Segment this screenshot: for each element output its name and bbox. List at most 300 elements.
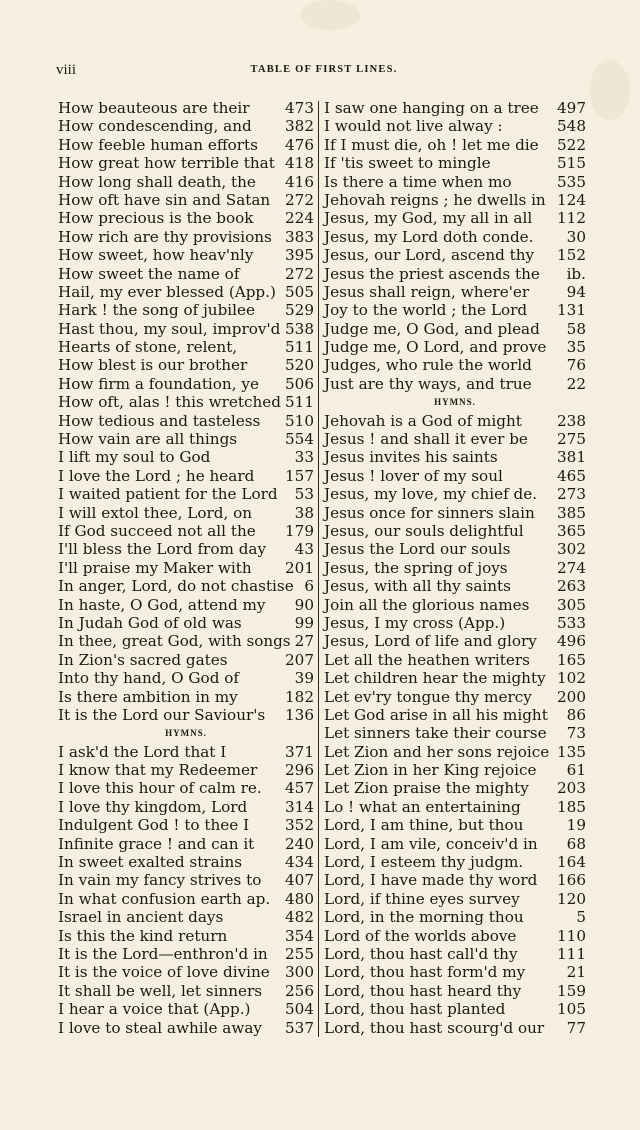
hymn-number: 354 (285, 926, 314, 945)
index-entry (58, 1000, 314, 1018)
index-entry (58, 393, 314, 411)
index-entry (58, 522, 314, 540)
first-line-text: Judge me, O Lord, and prove (324, 338, 547, 357)
hymn-number: 179 (285, 521, 314, 540)
hymn-number: 497 (557, 99, 586, 117)
first-line-text: It is the Lord our Saviour's (58, 705, 266, 724)
hymn-number: 38 (294, 503, 314, 522)
hymn-number: 131 (557, 301, 586, 320)
hymn-number: 207 (285, 650, 314, 669)
hymn-number: 371 (285, 742, 314, 761)
hymn-number: 43 (294, 540, 314, 559)
index-entry (324, 320, 586, 338)
index-entry (324, 853, 586, 871)
first-line-text: I would not live alway : (324, 117, 503, 136)
hymn-number: 124 (557, 190, 586, 209)
hymn-number: 111 (557, 944, 586, 963)
index-entry (324, 356, 586, 374)
hymn-number: 166 (557, 871, 586, 890)
first-line-text: Jesus, with all thy saints (324, 577, 511, 596)
index-entry (58, 338, 314, 356)
hymn-number: 457 (285, 779, 314, 798)
index-entry (324, 485, 586, 503)
index-entry (58, 375, 314, 393)
first-line-text: Lord, I esteem thy judgm. (324, 853, 524, 872)
hymn-number: 300 (285, 963, 314, 982)
first-line-text: In Zion's sacred gates (58, 650, 228, 669)
index-entry (324, 154, 586, 172)
index-entry (324, 209, 586, 227)
hymn-number: 538 (285, 319, 314, 338)
hymn-number: 510 (285, 411, 314, 430)
hymn-number: 496 (557, 632, 586, 651)
hymn-number: 272 (285, 264, 314, 283)
first-line-text: Let Zion praise the mighty (324, 779, 529, 798)
index-entry (324, 871, 586, 889)
index-entry (58, 136, 314, 154)
index-entry (324, 596, 586, 614)
hymn-number: 73 (566, 724, 586, 743)
first-line-text: Lord, I am vile, conceiv'd in (324, 834, 538, 853)
index-entry (58, 853, 314, 871)
first-line-text: In haste, O God, attend my (58, 595, 266, 614)
first-line-text: How oft, alas ! this wretched (58, 393, 281, 412)
first-line-text: I waited patient for the Lord (58, 485, 278, 504)
index-entry (324, 504, 586, 522)
index-entry (324, 982, 586, 1000)
hymn-number: 30 (566, 227, 586, 246)
first-line-text: Let ev'ry tongue thy mercy (324, 687, 532, 706)
hymn-number: 505 (285, 282, 314, 301)
first-line-text: I love this hour of calm re. (58, 779, 262, 798)
hymn-number: 157 (285, 466, 314, 485)
first-line-text: In Judah God of old was (58, 613, 242, 632)
index-entry (324, 706, 586, 724)
hymn-number: 256 (285, 981, 314, 1000)
first-line-text: Jesus shall reign, where'er (324, 282, 530, 301)
hymn-number: 275 (557, 430, 586, 449)
hymn-number: 511 (285, 393, 314, 412)
index-entry (324, 430, 586, 448)
hymn-number: 68 (566, 834, 586, 853)
hymn-number: 263 (557, 577, 586, 596)
first-line-text: Jesus, our souls delightful (324, 521, 524, 540)
index-entry (58, 246, 314, 264)
index-entry (324, 136, 586, 154)
first-line-text: Let Zion and her sons rejoice (324, 742, 550, 761)
index-entry (58, 927, 314, 945)
hymn-number: ib. (566, 264, 586, 283)
first-line-text: Is there ambition in my (58, 687, 238, 706)
first-line-text: Is this the kind return (58, 926, 228, 945)
first-line-text: How vain are all things (58, 430, 238, 449)
section-heading: HYMNS. (434, 397, 476, 408)
index-entry (324, 467, 586, 485)
hymn-number: 473 (285, 99, 314, 117)
first-line-text: Indulgent God ! to thee I (58, 816, 250, 835)
index-entry (324, 577, 586, 595)
hymn-number: 86 (566, 705, 586, 724)
hymn-number: 76 (566, 356, 586, 375)
index-entry (58, 154, 314, 172)
index-entry (324, 448, 586, 466)
hymn-number: 120 (557, 889, 586, 908)
hymn-number: 99 (294, 613, 314, 632)
index-entry (58, 356, 314, 374)
hymn-number: 5 (576, 908, 586, 927)
index-entry (58, 283, 314, 301)
index-entry (58, 228, 314, 246)
index-entry (58, 706, 314, 724)
hymn-number: 224 (285, 209, 314, 228)
hymn-number: 185 (557, 797, 586, 816)
hymn-number: 77 (566, 1018, 586, 1037)
first-line-text: How tedious and tasteless (58, 411, 261, 430)
column-divider (318, 101, 319, 1037)
first-line-text: Lord, if thine eyes survey (324, 889, 520, 908)
index-entry (324, 614, 586, 632)
hymn-number: 102 (557, 669, 586, 688)
first-line-text: Israel in ancient days (58, 908, 224, 927)
first-line-text: In thee, great God, with songs (58, 632, 291, 651)
index-entry (324, 669, 586, 687)
first-line-text: Judge me, O God, and plead (324, 319, 540, 338)
hymn-number: 110 (557, 926, 586, 945)
first-line-text: It is the voice of love divine (58, 963, 270, 982)
index-entry (58, 540, 314, 558)
hymn-number: 365 (557, 521, 586, 540)
hymn-number: 33 (294, 448, 314, 467)
hymn-number: 465 (557, 466, 586, 485)
index-entry (58, 871, 314, 889)
index-entry (324, 890, 586, 908)
hymn-number: 164 (557, 853, 586, 872)
hymn-number: 238 (557, 411, 586, 430)
hymn-number: 383 (285, 227, 314, 246)
first-line-text: Jesus, I my cross (App.) (324, 613, 506, 632)
first-line-text: In what confusion earth ap. (58, 889, 271, 908)
first-line-text: Lord, thou hast heard thy (324, 981, 522, 1000)
hymn-number: 416 (285, 172, 314, 191)
hymn-number: 165 (557, 650, 586, 669)
hymn-number: 53 (294, 485, 314, 504)
hymn-number: 511 (285, 338, 314, 357)
hymn-number: 305 (557, 595, 586, 614)
hymn-number: 314 (285, 797, 314, 816)
index-entry (324, 798, 586, 816)
running-title: TABLE OF FIRST LINES. (250, 64, 398, 75)
index-entry (324, 1019, 586, 1037)
first-line-text: Hast thou, my soul, improv'd (58, 319, 281, 338)
hymn-number: 39 (294, 669, 314, 688)
index-entry (58, 430, 314, 448)
first-line-text: I saw one hanging on a tree (324, 99, 539, 117)
first-line-text: Jesus ! lover of my soul (324, 466, 503, 485)
hymn-number: 381 (557, 448, 586, 467)
index-entry (58, 963, 314, 981)
index-entry (324, 412, 586, 430)
index-entry (58, 890, 314, 908)
index-entry (324, 283, 586, 301)
index-entry (58, 945, 314, 963)
hymn-number: 272 (285, 190, 314, 209)
hymn-number: 274 (557, 558, 586, 577)
index-entry (324, 191, 586, 209)
hymn-number: 61 (566, 761, 586, 780)
first-line-text: Jesus, our Lord, ascend thy (324, 246, 535, 265)
index-entry (324, 963, 586, 981)
first-line-text: How long shall death, the (58, 172, 256, 191)
index-entry (324, 779, 586, 797)
left-column (58, 99, 314, 1037)
paper-stain (590, 60, 630, 120)
hymn-number: 182 (285, 687, 314, 706)
first-line-text: Lord, I am thine, but thou (324, 816, 524, 835)
first-line-text: It shall be well, let sinners (58, 981, 263, 1000)
first-line-text: Join all the glorious names (324, 595, 530, 614)
index-entry (324, 761, 586, 779)
first-line-text: How precious is the book (58, 209, 254, 228)
first-line-text: Lo ! what an entertaining (324, 797, 521, 816)
first-line-text: I love thy kingdom, Lord (58, 797, 248, 816)
hymn-number: 418 (285, 154, 314, 173)
right-column (324, 99, 586, 1037)
hymn-number: 19 (566, 816, 586, 835)
first-line-text: Jesus invites his saints (324, 448, 498, 467)
index-entry (58, 632, 314, 650)
hymn-number: 352 (285, 816, 314, 835)
hymn-number: 504 (285, 1000, 314, 1019)
first-line-text: Jehovah is a God of might (324, 411, 522, 430)
hymn-number: 21 (566, 963, 586, 982)
first-line-text: How firm a foundation, ye (58, 374, 259, 393)
first-line-text: Jesus, my love, my chief de. (324, 485, 538, 504)
first-line-text: Let sinners take their course (324, 724, 547, 743)
first-line-text: I know that my Redeemer (58, 761, 258, 780)
index-entry (58, 485, 314, 503)
first-line-text: I hear a voice that (App.) (58, 1000, 251, 1019)
hymn-number: 58 (566, 319, 586, 338)
section-heading: HYMNS. (165, 728, 207, 739)
hymn-number: 476 (285, 135, 314, 154)
page-number: viii (56, 62, 77, 78)
hymn-number: 535 (557, 172, 586, 191)
index-entry (58, 173, 314, 191)
index-entry (324, 651, 586, 669)
first-line-text: I'll bless the Lord from day (58, 540, 267, 559)
index-entry (324, 927, 586, 945)
first-line-text: Lord of the worlds above (324, 926, 517, 945)
index-entry (324, 540, 586, 558)
first-line-text: In sweet exalted strains (58, 853, 243, 872)
first-line-text: Jesus ! and shall it ever be (324, 430, 528, 449)
index-entry (58, 614, 314, 632)
index-entry (324, 816, 586, 834)
index-entry (58, 301, 314, 319)
first-line-text: Jesus, my God, my all in all (324, 209, 533, 228)
index-entry (58, 651, 314, 669)
paper-stain (300, 0, 360, 30)
page-header (56, 62, 592, 82)
index-entry (58, 908, 314, 926)
first-line-text: In vain my fancy strives to (58, 871, 262, 890)
first-line-text: Lord, I have made thy word (324, 871, 538, 890)
first-line-text: Lord, thou hast scourg'd our (324, 1018, 545, 1037)
index-entry (58, 596, 314, 614)
index-entry (324, 1000, 586, 1018)
index-entry (324, 522, 586, 540)
first-line-text: Jesus the priest ascends the (324, 264, 540, 283)
hymn-number: 6 (304, 577, 314, 596)
first-line-text: I will extol thee, Lord, on (58, 503, 253, 522)
hymn-number: 434 (285, 853, 314, 872)
hymn-number: 520 (285, 356, 314, 375)
index-entry (58, 816, 314, 834)
hymn-number: 506 (285, 374, 314, 393)
hymn-number: 136 (285, 705, 314, 724)
first-line-text: How sweet the name of (58, 264, 240, 283)
first-line-text: Jesus, the spring of joys (324, 558, 508, 577)
index-entry (58, 798, 314, 816)
index-entry (58, 688, 314, 706)
index-entry (324, 375, 586, 393)
index-entry (58, 559, 314, 577)
first-line-text: Lord, thou hast form'd my (324, 963, 526, 982)
first-line-text: Into thy hand, O God of (58, 669, 240, 688)
first-line-text: Jesus the Lord our souls (324, 540, 511, 559)
index-entry (58, 191, 314, 209)
index-entry (58, 743, 314, 761)
first-line-text: Let Zion in her King rejoice (324, 761, 537, 780)
index-entry (324, 338, 586, 356)
first-line-text: How sweet, how heav'nly (58, 246, 254, 265)
index-entry (324, 265, 586, 283)
first-line-text: Hail, my ever blessed (App.) (58, 282, 276, 301)
first-line-text: Jesus, Lord of life and glory (324, 632, 537, 651)
first-line-text: If I must die, oh ! let me die (324, 135, 539, 154)
hymn-number: 200 (557, 687, 586, 706)
first-line-text: I ask'd the Lord that I (58, 742, 227, 761)
hymn-number: 35 (566, 338, 586, 357)
hymn-number: 159 (557, 981, 586, 1000)
hymn-number: 482 (285, 908, 314, 927)
first-line-text: How rich are thy provisions (58, 227, 272, 246)
index-entry (58, 412, 314, 430)
index-entry (324, 246, 586, 264)
first-line-text: Judges, who rule the world (324, 356, 532, 375)
first-line-text: Just are thy ways, and true (324, 374, 532, 393)
index-entry (324, 99, 586, 117)
first-line-text: How blest is our brother (58, 356, 248, 375)
index-entry (58, 982, 314, 1000)
index-entry (58, 467, 314, 485)
first-line-text: Lord, thou hast call'd thy (324, 944, 518, 963)
index-entry (324, 688, 586, 706)
index-entry (58, 320, 314, 338)
first-line-text: Let children hear the mighty (324, 669, 546, 688)
first-line-text: Jesus, my Lord doth conde. (324, 227, 534, 246)
hymn-number: 548 (557, 117, 586, 136)
index-entry (58, 669, 314, 687)
first-line-text: How condescending, and (58, 117, 252, 136)
first-line-text: Infinite grace ! and can it (58, 834, 255, 853)
hymn-number: 515 (557, 154, 586, 173)
index-entry (324, 835, 586, 853)
first-line-text: If 'tis sweet to mingle (324, 154, 491, 173)
first-line-text: If God succeed not all the (58, 521, 256, 540)
index-entry (324, 724, 586, 742)
index-entry (324, 743, 586, 761)
hymn-number: 255 (285, 944, 314, 963)
index-entry (324, 117, 586, 135)
hymn-number: 105 (557, 1000, 586, 1019)
first-line-text: Hearts of stone, relent, (58, 338, 238, 357)
index-entry (58, 117, 314, 135)
hymn-number: 537 (285, 1018, 314, 1037)
first-line-text: Let all the heathen writers (324, 650, 530, 669)
hymn-number: 296 (285, 761, 314, 780)
index-entry (324, 301, 586, 319)
index-entry (324, 632, 586, 650)
index-entry (324, 559, 586, 577)
index-entry (58, 504, 314, 522)
index-entry (324, 908, 586, 926)
index-entry (58, 209, 314, 227)
first-line-text: Let God arise in all his might (324, 705, 548, 724)
first-line-text: How beauteous are their (58, 99, 250, 117)
index-entry (58, 761, 314, 779)
index-entry (324, 228, 586, 246)
hymn-number: 302 (557, 540, 586, 559)
first-line-text: Hark ! the song of jubilee (58, 301, 255, 320)
index-entry (58, 99, 314, 117)
hymn-number: 112 (557, 209, 586, 228)
first-line-text: Jehovah reigns ; he dwells in (324, 190, 546, 209)
hymn-number: 201 (285, 558, 314, 577)
first-line-text: It is the Lord—enthron'd in (58, 944, 268, 963)
first-line-text: How oft have sin and Satan (58, 190, 271, 209)
hymn-number: 240 (285, 834, 314, 853)
first-line-text: Is there a time when mo (324, 172, 512, 191)
hymn-number: 407 (285, 871, 314, 890)
first-line-text: I lift my soul to God (58, 448, 211, 467)
first-line-text: How great how terrible that (58, 154, 275, 173)
first-line-text: Lord, in the morning thou (324, 908, 524, 927)
hymn-number: 480 (285, 889, 314, 908)
index-entry (324, 173, 586, 191)
hymn-number: 529 (285, 301, 314, 320)
hymn-number: 382 (285, 117, 314, 136)
hymn-number: 203 (557, 779, 586, 798)
hymn-number: 27 (294, 632, 314, 651)
hymn-number: 554 (285, 430, 314, 449)
hymn-number: 22 (566, 374, 586, 393)
hymn-number: 94 (566, 282, 586, 301)
hymn-number: 395 (285, 246, 314, 265)
hymn-number: 152 (557, 246, 586, 265)
hymn-number: 135 (557, 742, 586, 761)
hymn-number: 522 (557, 135, 586, 154)
first-line-text: Lord, thou hast planted (324, 1000, 506, 1019)
index-entry (58, 265, 314, 283)
index-entry (58, 779, 314, 797)
index-entry (58, 835, 314, 853)
first-line-text: I love to steal awhile away (58, 1018, 262, 1037)
hymn-number: 385 (557, 503, 586, 522)
index-entry (58, 1019, 314, 1037)
first-line-text: How feeble human efforts (58, 135, 258, 154)
hymn-number: 90 (294, 595, 314, 614)
